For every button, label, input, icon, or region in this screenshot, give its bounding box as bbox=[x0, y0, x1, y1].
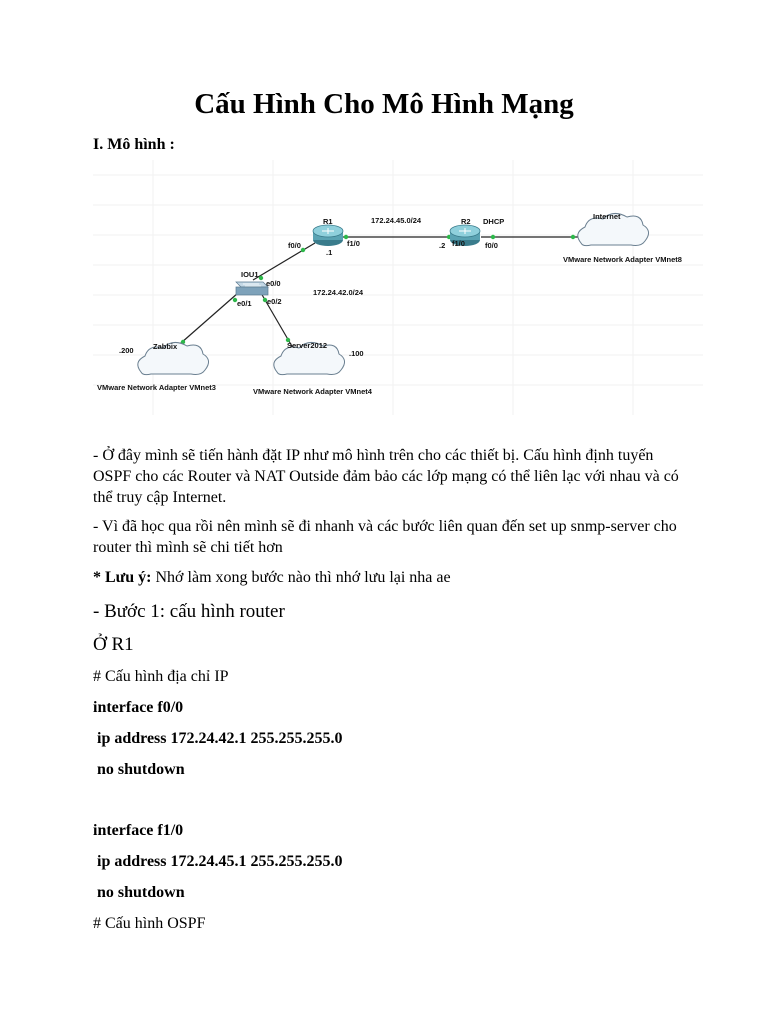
note-label: * Lưu ý: bbox=[93, 569, 152, 586]
internet-label: Internet bbox=[593, 212, 621, 221]
lan-label: 172.24.42.0/24 bbox=[313, 288, 364, 297]
r2-f00-label: f0/0 bbox=[485, 241, 498, 250]
iou-e01-label: e0/1 bbox=[237, 299, 252, 308]
router-r1-icon bbox=[313, 225, 343, 246]
page-title: Cấu Hình Cho Mô Hình Mạng bbox=[194, 88, 574, 120]
iou-e00-label: e0/0 bbox=[266, 279, 281, 288]
r2-addr-label: .2 bbox=[439, 241, 446, 250]
network-diagram bbox=[93, 160, 703, 415]
diagram-grid bbox=[93, 160, 703, 415]
zabbix-addr-label: .200 bbox=[119, 346, 134, 355]
comment-ip: # Cấu hình địa chỉ IP bbox=[93, 668, 229, 685]
vmnet8-label: VMware Network Adapter VMnet8 bbox=[563, 255, 682, 264]
dhcp-label: DHCP bbox=[483, 217, 505, 226]
zabbix-label: Zabbix bbox=[153, 342, 178, 351]
section-heading: I. Mô hình : bbox=[93, 136, 175, 153]
note-line bbox=[93, 568, 451, 588]
r1-f10-label: f1/0 bbox=[347, 239, 360, 248]
code-ip-f10: ip address 172.24.45.1 255.255.255.0 bbox=[93, 853, 343, 870]
iou-e02-label: e0/2 bbox=[267, 297, 282, 306]
router-r1-heading: Ở R1 bbox=[93, 634, 134, 655]
diagram-links bbox=[173, 237, 583, 350]
r2-label: R2 bbox=[461, 217, 471, 226]
r1-label: R1 bbox=[323, 217, 333, 226]
step1-heading: - Bước 1: cấu hình router bbox=[93, 601, 285, 622]
code-int-f10: interface f1/0 bbox=[93, 822, 184, 839]
paragraph-intro: - Ở đây mình sẽ tiến hành đặt IP như mô hình trên cho các thiết bị. Cấu hình định tuyến OSPF cho các Router và NAT Outside đảm bảo các lớp mạng có thể liên lạc với nhau và có thể truy cập Internet. bbox=[93, 447, 679, 506]
r2-f10-label: f1/0 bbox=[452, 239, 465, 248]
vmnet3-label: VMware Network Adapter VMnet3 bbox=[97, 383, 216, 392]
code-int-f00: interface f0/0 bbox=[93, 699, 184, 716]
vmnet4-label: VMware Network Adapter VMnet4 bbox=[253, 387, 372, 396]
note-text: Nhớ làm xong bước nào thì nhớ lưu lại nha ae bbox=[151, 569, 451, 586]
paragraph-snmp: - Vì đã học qua rồi nên mình sẽ đi nhanh và các bước liên quan đến set up snmp-server cho router thì mình sẽ chi tiết hơn bbox=[93, 518, 677, 556]
server-addr-label: .100 bbox=[349, 349, 364, 358]
link-r1-r2-label: 172.24.45.0/24 bbox=[371, 216, 422, 225]
switch-iou1-icon bbox=[236, 282, 268, 295]
server-label: Server2012 bbox=[287, 341, 328, 350]
comment-ospf: # Cấu hình OSPF bbox=[93, 915, 206, 932]
r1-f00-label: f0/0 bbox=[288, 241, 301, 250]
iou1-label: IOU1 bbox=[241, 270, 259, 279]
code-noshut-1: no shutdown bbox=[93, 761, 185, 778]
code-noshut-2: no shutdown bbox=[93, 884, 185, 901]
code-ip-f00: ip address 172.24.42.1 255.255.255.0 bbox=[93, 730, 343, 747]
r1-addr-label: .1 bbox=[326, 248, 333, 257]
